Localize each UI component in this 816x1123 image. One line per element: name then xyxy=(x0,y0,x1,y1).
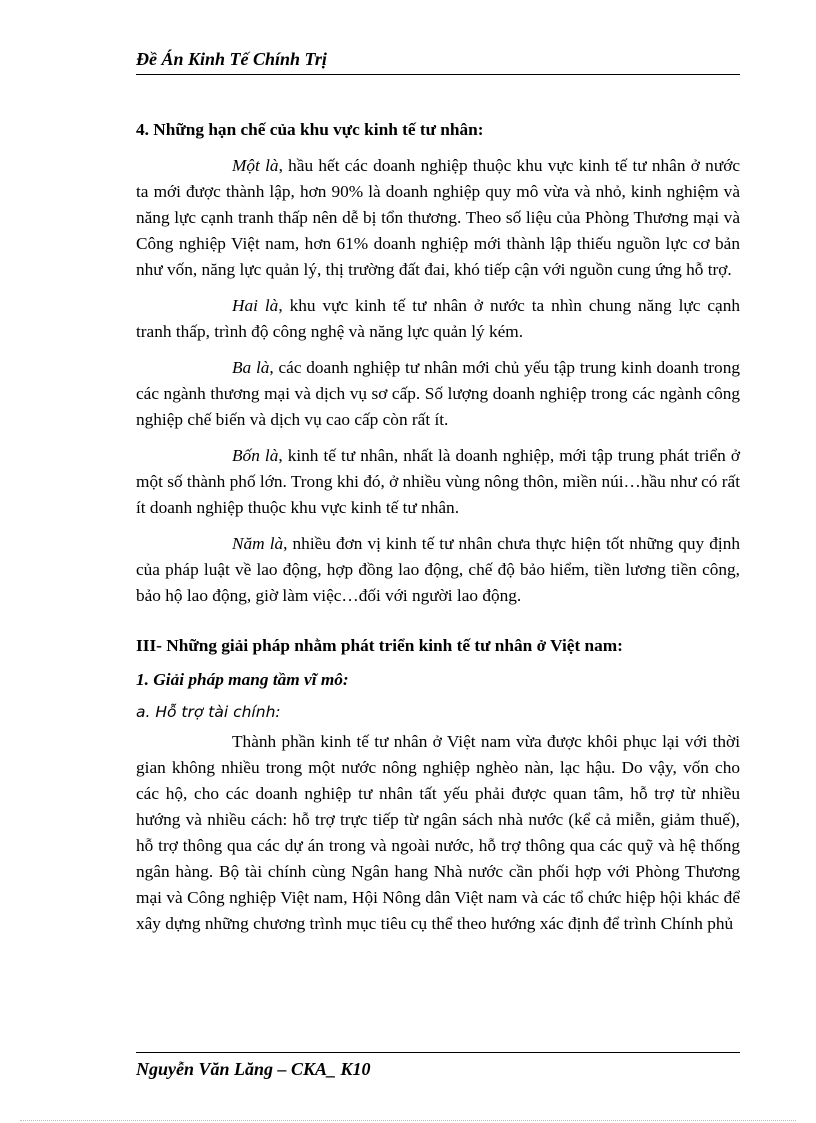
paragraph-text: , hầu hết các doanh nghiệp thuộc khu vực kinh tế tư nhân ở nước ta mới được thành lập, hơn 90% là doanh nghiệp quy mô vừa và nhỏ, kinh nghiệm và năng lực cạnh tranh thấp nên dễ bị tổn thương. Theo số liệu của Phòng Thương mại và Công nghiệp Việt nam, hơn 61% doanh nghiệp mới thành lập thiếu nguồn lực cơ bản như vốn, năng lực quản lý, thị trường đất đai, khó tiếp cận với nguồn cung ứng hỗ trợ. xyxy=(136,156,740,279)
header-title: Đề Án Kinh Tế Chính Trị xyxy=(136,49,327,69)
limitation-paragraph xyxy=(136,293,740,345)
page-footer xyxy=(136,1052,740,1080)
page-header xyxy=(136,48,740,75)
limitation-paragraph xyxy=(136,531,740,609)
financial-support-paragraph: Thành phần kinh tế tư nhân ở Việt nam vừa được khôi phục lại với thời gian không nhiều trong một nước nông nghiệp nghèo nàn, lạc hậu. Do vậy, vốn cho các hộ, cho các doanh nghiệp tư nhân tất yếu phải được quan tâm, hỗ trợ từ nhiều hướng và nhiều cách: hỗ trợ trực tiếp từ ngân sách nhà nước (kể cả miễn, giảm thuế), hỗ trợ thông qua các dự án trong và ngoài nước, hỗ trợ thông qua các quỹ và hệ thống ngân hàng. Bộ tài chính cùng Ngân hang Nhà nước cần phối hợp với Phòng Thương mại và Công nghiệp Việt nam, Hội Nông dân Việt nam và các tổ chức hiệp hội khác để xây dựng những chương trình mục tiêu cụ thể theo hướng xác định để trình Chính phủ xyxy=(136,732,740,933)
paragraph-text: , kinh tế tư nhân, nhất là doanh nghiệp, mới tập trung phát triển ở một số thành phố lớn. Trong khi đó, ở nhiều vùng nông thôn, miền núi…hầu như có rất ít doanh nghiệp thuộc khu vực kinh tế tư nhân. xyxy=(136,446,740,517)
paragraph-text: , khu vực kinh tế tư nhân ở nước ta nhìn chung năng lực cạnh tranh thấp, trình độ công nghệ và năng lực quản lý kém. xyxy=(136,296,741,341)
ordinal-lead: Bốn là xyxy=(232,446,279,465)
page-bottom-divider xyxy=(20,1120,796,1121)
paragraph-text: , nhiều đơn vị kinh tế tư nhân chưa thực hiện tốt những quy định của pháp luật về lao động, hợp đồng lao động, chế độ bảo hiểm, tiền lương tiền công, bảo hộ lao động, giờ làm việc…đối với người lao động. xyxy=(136,534,740,605)
ordinal-lead: Năm là xyxy=(232,534,284,553)
section-4-heading: 4. Những hạn chế của khu vực kinh tế tư nhân: xyxy=(136,120,484,139)
ordinal-lead: Hai là xyxy=(232,296,279,315)
footer-author: Nguyễn Văn Lăng – CKA_ K10 xyxy=(136,1059,371,1079)
limitation-paragraph xyxy=(136,153,740,283)
paragraph-text: , các doanh nghiệp tư nhân mới chủ yếu tập trung kinh doanh trong các ngành thương mại và dịch vụ sơ cấp. Số lượng doanh nghiệp trong các ngành công nghiệp chế biến và dịch vụ cao cấp còn rất ít. xyxy=(136,358,740,429)
subsection-1-heading: 1. Giải pháp mang tầm vĩ mô: xyxy=(136,670,349,689)
limitation-paragraph xyxy=(136,355,740,433)
page-content xyxy=(136,117,740,937)
section-3-heading: III- Những giải pháp nhằm phát triển kinh tế tư nhân ở Việt nam: xyxy=(136,636,623,655)
ordinal-lead: Ba là xyxy=(232,358,270,377)
limitation-paragraph xyxy=(136,443,740,521)
subsection-a-heading: a. Hỗ trợ tài chính: xyxy=(136,703,281,721)
ordinal-lead: Một là xyxy=(232,156,279,175)
